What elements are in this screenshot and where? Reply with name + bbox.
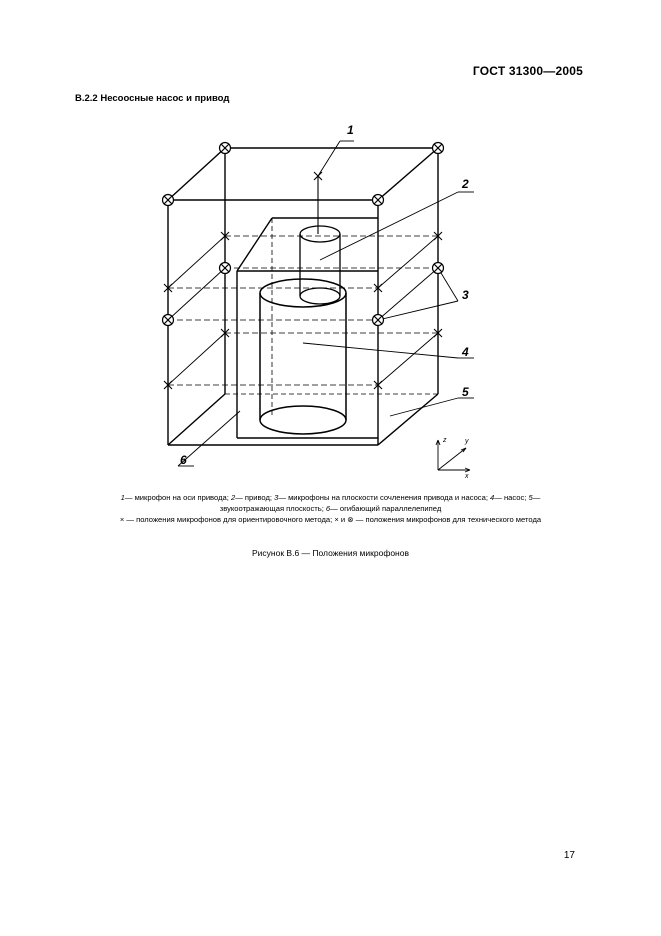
box-bottom-right-edge [378,394,438,445]
pump-cylinder-bottom [260,406,346,434]
microphone-circle-cross-marker [433,263,444,274]
label-6: 6 [180,453,187,467]
box-top-left-edge [168,148,225,200]
leader-6 [178,411,240,466]
circle-cross-symbol-icon: ⊗ [347,515,354,525]
level-right-line [378,268,438,320]
level-right-line [378,236,438,288]
section-title: В.2.2 Несоосные насос и привод [75,93,230,104]
microphone-circle-cross-marker [163,195,174,206]
microphone-circle-cross-marker [220,263,231,274]
axis-x-label: x [465,473,469,480]
cross-symbol-icon: × [119,515,125,525]
drive-cylinder-top [300,226,340,242]
microphone-positions-figure [140,118,500,488]
legend-symbols: × — положения микрофонов для ориентировочного метода; × и ⊗ — положения микрофонов для технического метода [119,515,542,525]
microphone-circle-cross-marker [433,143,444,154]
cross-symbol-icon: × [334,515,339,525]
axis-y-line [438,448,466,470]
drive-cylinder-bottom [300,288,340,304]
level-right-line [378,333,438,385]
standard-header: ГОСТ 31300—2005 [472,64,583,78]
label-5: 5 [462,385,469,399]
label-1: 1 [347,123,354,137]
pump-cylinder-top [260,279,346,307]
microphone-circle-cross-marker [220,143,231,154]
figure-caption: Рисунок В.6 — Положения микрофонов [252,548,409,558]
leader-4 [303,343,458,358]
page-number: 17 [563,850,575,861]
housing-top-left [237,218,272,271]
leader-3b [378,301,458,320]
label-2: 2 [462,177,469,191]
figure-legend [88,492,573,526]
axis-z-label: z [443,437,447,444]
label-3: 3 [462,288,469,302]
leader-1 [318,141,340,176]
legend-items: 1— микрофон на оси привода; 2— привод; 3— микрофоны на плоскости сочленения привода и насоса; 4— насос; 5— звукоотражающая плоскость; 6— огибающий параллелепипед [120,493,541,514]
level-left-line [168,333,225,385]
microphone-circle-cross-marker [373,315,384,326]
axis-y-label: y [465,438,469,445]
figure-drawing [140,118,500,488]
level-left-line [168,268,225,320]
microphone-circle-cross-marker [163,315,174,326]
leader-5 [390,398,458,416]
box-top-right-edge [378,148,438,200]
microphone-circle-cross-marker [373,195,384,206]
level-left-line [168,236,225,288]
box-bottom-left-edge [168,394,225,445]
label-4: 4 [462,345,469,359]
